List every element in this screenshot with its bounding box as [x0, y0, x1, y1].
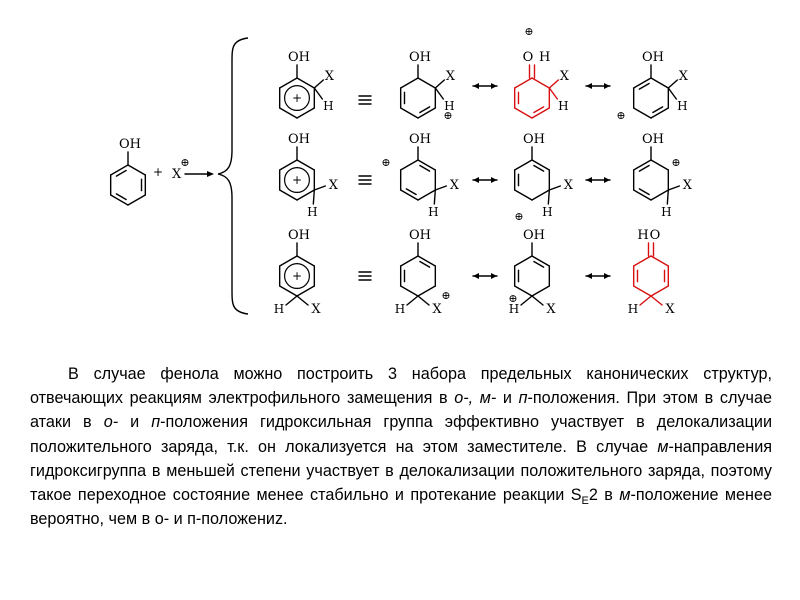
meta-canonical-2 — [514, 132, 573, 223]
x-label: X — [678, 69, 688, 84]
desc-text-1: В случае фенола можно построить 3 набора предельных канонических структур, отвечающих реакциям электрофильного замещения в — [30, 365, 772, 408]
desc-italic-3: о- — [103, 413, 119, 432]
reagent-charge: ⊕ — [180, 156, 190, 169]
resonance-arrow — [473, 83, 497, 89]
h-label: H — [307, 205, 318, 219]
meta-canonical-1 — [381, 132, 459, 219]
description-text — [30, 362, 772, 531]
resonance-arrow — [586, 177, 610, 183]
x-bond — [314, 186, 325, 190]
x-label: X — [563, 178, 573, 193]
ring-bond — [634, 190, 651, 200]
reagent-plus: + — [152, 165, 164, 179]
h-bond — [286, 296, 297, 305]
ring-bond — [515, 190, 532, 200]
positive-charge: ⊕ — [514, 210, 524, 223]
hydroxyl-label: OH — [288, 50, 310, 65]
ring-bond — [418, 190, 435, 200]
ring-bond — [651, 286, 668, 296]
ring-plus-sign: + — [291, 91, 303, 105]
ring-bond — [297, 108, 314, 118]
x-bond — [314, 80, 323, 88]
meta-sigma-complex — [280, 132, 339, 219]
carbonyl-oxygen-label: O — [522, 50, 534, 65]
hydroxyl-label: OH — [288, 228, 310, 243]
ring-bond — [280, 160, 297, 170]
equivalence-sign — [359, 272, 371, 280]
ring-bond — [651, 256, 668, 266]
h-label: H — [627, 302, 639, 316]
x-bond — [549, 80, 558, 88]
ring-bond — [418, 108, 435, 118]
ring-bond — [401, 78, 418, 88]
ring-bond — [418, 286, 435, 296]
desc-italic-1: о-, м- — [454, 389, 497, 408]
desc-text-2: и — [496, 389, 519, 408]
phenol-structure — [111, 137, 146, 205]
ring-bond — [651, 160, 668, 170]
desc-text-5: -положения гидроксильная группа эффективно участвует в делокализации положительного заряда, т.к. он локализуется на этом заместителе. В случае — [30, 413, 772, 456]
h-label: H — [677, 99, 688, 113]
ring-bond — [532, 108, 549, 118]
h-bond — [313, 190, 314, 204]
ring-bond — [515, 108, 532, 118]
ring-bond — [111, 165, 128, 175]
ring-bond — [634, 286, 651, 296]
ring-bond — [128, 165, 145, 175]
x-label: X — [324, 69, 334, 84]
x-label: X — [449, 178, 459, 193]
ring-bond — [634, 160, 651, 170]
ring-plus-sign: + — [291, 173, 303, 187]
desc-text-8: -положение менее вероятно, чем в о- и п-положениz. — [30, 486, 773, 529]
h-label: H — [444, 99, 455, 113]
ring-bond — [651, 78, 668, 88]
hydroxyl-label: OH — [119, 137, 141, 152]
h-bond — [407, 296, 418, 305]
structure-set-brace — [218, 38, 248, 314]
ring-bond — [634, 78, 651, 88]
ring-bond — [280, 190, 297, 200]
ring-bond — [532, 78, 549, 88]
ring-bond — [651, 190, 668, 200]
ring-bond — [297, 160, 314, 170]
x-bond — [435, 80, 444, 88]
hydroxyl-label: OH — [642, 50, 664, 65]
ring-bond — [280, 78, 297, 88]
resonance-head-left — [473, 273, 479, 279]
hydroxyl-label: OH — [409, 132, 431, 147]
x-bond — [668, 80, 677, 88]
resonance-arrow — [586, 273, 610, 279]
x-label: X — [546, 302, 556, 317]
ring-bond — [418, 78, 435, 88]
x-bond — [651, 296, 662, 305]
ring-bond — [532, 160, 549, 170]
ring-bond — [418, 160, 435, 170]
equivalence-sign — [359, 96, 371, 104]
resonance-head-left — [586, 177, 592, 183]
desc-text-7: 2 в — [588, 486, 620, 505]
resonance-head-right — [491, 273, 497, 279]
ring-bond — [401, 108, 418, 118]
ring-bond — [515, 78, 532, 88]
para-sigma-complex — [274, 228, 322, 317]
x-label: X — [445, 69, 455, 84]
h-bond — [548, 190, 549, 204]
x-bond — [532, 296, 543, 305]
x-label: X — [682, 178, 692, 193]
carbonyl-h-label: H — [539, 50, 551, 65]
ring-bond — [297, 286, 314, 296]
resonance-arrow — [473, 177, 497, 183]
ring-bond — [515, 160, 532, 170]
description-paragraph — [30, 362, 772, 531]
h-label: H — [558, 99, 569, 113]
resonance-head-left — [586, 273, 592, 279]
h-bond — [521, 296, 532, 305]
ring-bond — [401, 160, 418, 170]
x-label: X — [559, 69, 569, 84]
ring-bond — [418, 256, 435, 266]
positive-charge: ⊕ — [616, 109, 626, 122]
h-bond — [549, 88, 557, 99]
hydroxyl-label: OH — [642, 132, 664, 147]
reagent-x: X — [172, 167, 182, 182]
h-label: H — [508, 302, 520, 316]
desc-subscript: E — [581, 495, 589, 508]
ring-bond — [280, 108, 297, 118]
hydroxyl-label: OH — [288, 132, 310, 147]
h-bond — [667, 190, 668, 204]
resonance-head-right — [604, 177, 610, 183]
positive-charge: ⊕ — [381, 156, 391, 169]
x-bond — [418, 296, 429, 305]
resonance-arrow — [473, 273, 497, 279]
ring-bond — [515, 256, 532, 266]
ring-bond — [532, 256, 549, 266]
reaction-arrow-head — [207, 171, 214, 177]
ring-bond — [111, 195, 128, 205]
ring-bond — [634, 256, 651, 266]
desc-italic-4: п — [151, 413, 161, 432]
x-label: X — [665, 302, 675, 317]
ortho-canonical-3 — [616, 50, 688, 122]
h-bond — [640, 296, 651, 305]
positive-charge: ⊕ — [443, 109, 453, 122]
h-label: H — [273, 302, 285, 316]
resonance-head-left — [586, 83, 592, 89]
hydroxyl-label: OH — [523, 228, 545, 243]
ring-bond — [651, 108, 668, 118]
meta-canonical-3 — [634, 132, 693, 219]
resonance-head-right — [604, 273, 610, 279]
carbonyl-oxygen-label: O — [649, 228, 661, 243]
h-label: H — [428, 205, 439, 219]
desc-text-4: и — [118, 413, 152, 432]
resonance-arrow — [586, 83, 610, 89]
ring-plus-sign: + — [291, 269, 303, 283]
x-label: X — [432, 302, 442, 317]
ring-bond — [401, 256, 418, 266]
h-bond — [434, 190, 435, 204]
h-label: H — [394, 302, 406, 316]
positive-charge: ⊕ — [441, 289, 451, 302]
equivalence-sign — [359, 176, 371, 184]
x-bond — [297, 296, 308, 305]
h-bond — [435, 88, 443, 99]
para-canonical-1 — [395, 228, 451, 317]
resonance-head-right — [604, 83, 610, 89]
ortho-sigma-complex — [280, 50, 335, 118]
desc-text-6: -направления гидроксигруппа в меньшей степени участвует в делокализации положительного заряда, поэтому такое переходное состояние менее стабильно и протекание реакции S — [30, 437, 772, 505]
carbonyl-h-label: H — [637, 228, 649, 243]
ring-bond — [128, 195, 145, 205]
ring-bond — [297, 78, 314, 88]
x-bond — [549, 186, 560, 190]
h-label: H — [542, 205, 553, 219]
x-label: X — [328, 178, 338, 193]
desc-italic-5: м — [657, 437, 669, 456]
ring-bond — [280, 256, 297, 266]
x-label: X — [311, 302, 321, 317]
ring-bond — [401, 286, 418, 296]
hydroxyl-label: OH — [409, 50, 431, 65]
h-label: H — [661, 205, 672, 219]
positive-charge: ⊕ — [671, 156, 681, 169]
positive-charge: ⊕ — [524, 25, 534, 38]
resonance-head-right — [491, 177, 497, 183]
ring-bond — [297, 256, 314, 266]
ortho-canonical-2-oxonium — [515, 25, 570, 118]
resonance-head-left — [473, 83, 479, 89]
para-canonical-3-oxonium — [628, 228, 676, 317]
ring-bond — [532, 286, 549, 296]
ring-bond — [280, 286, 297, 296]
ring-bond — [401, 190, 418, 200]
resonance-head-left — [473, 177, 479, 183]
para-canonical-2 — [508, 228, 556, 317]
h-label: H — [323, 99, 334, 113]
desc-italic-6: м — [619, 486, 631, 505]
positive-charge: ⊕ — [508, 292, 518, 305]
x-bond — [668, 186, 679, 190]
ring-bond — [634, 108, 651, 118]
h-bond — [314, 88, 322, 99]
desc-italic-2: п — [518, 389, 528, 408]
ortho-canonical-1 — [401, 50, 456, 122]
resonance-head-right — [491, 83, 497, 89]
ring-bond — [297, 190, 314, 200]
hydroxyl-label: OH — [409, 228, 431, 243]
ring-bond — [532, 190, 549, 200]
h-bond — [668, 88, 676, 99]
x-bond — [435, 186, 446, 190]
desc-text-3: -положения. При этом в случае атаки в — [30, 389, 772, 432]
hydroxyl-label: OH — [523, 132, 545, 147]
